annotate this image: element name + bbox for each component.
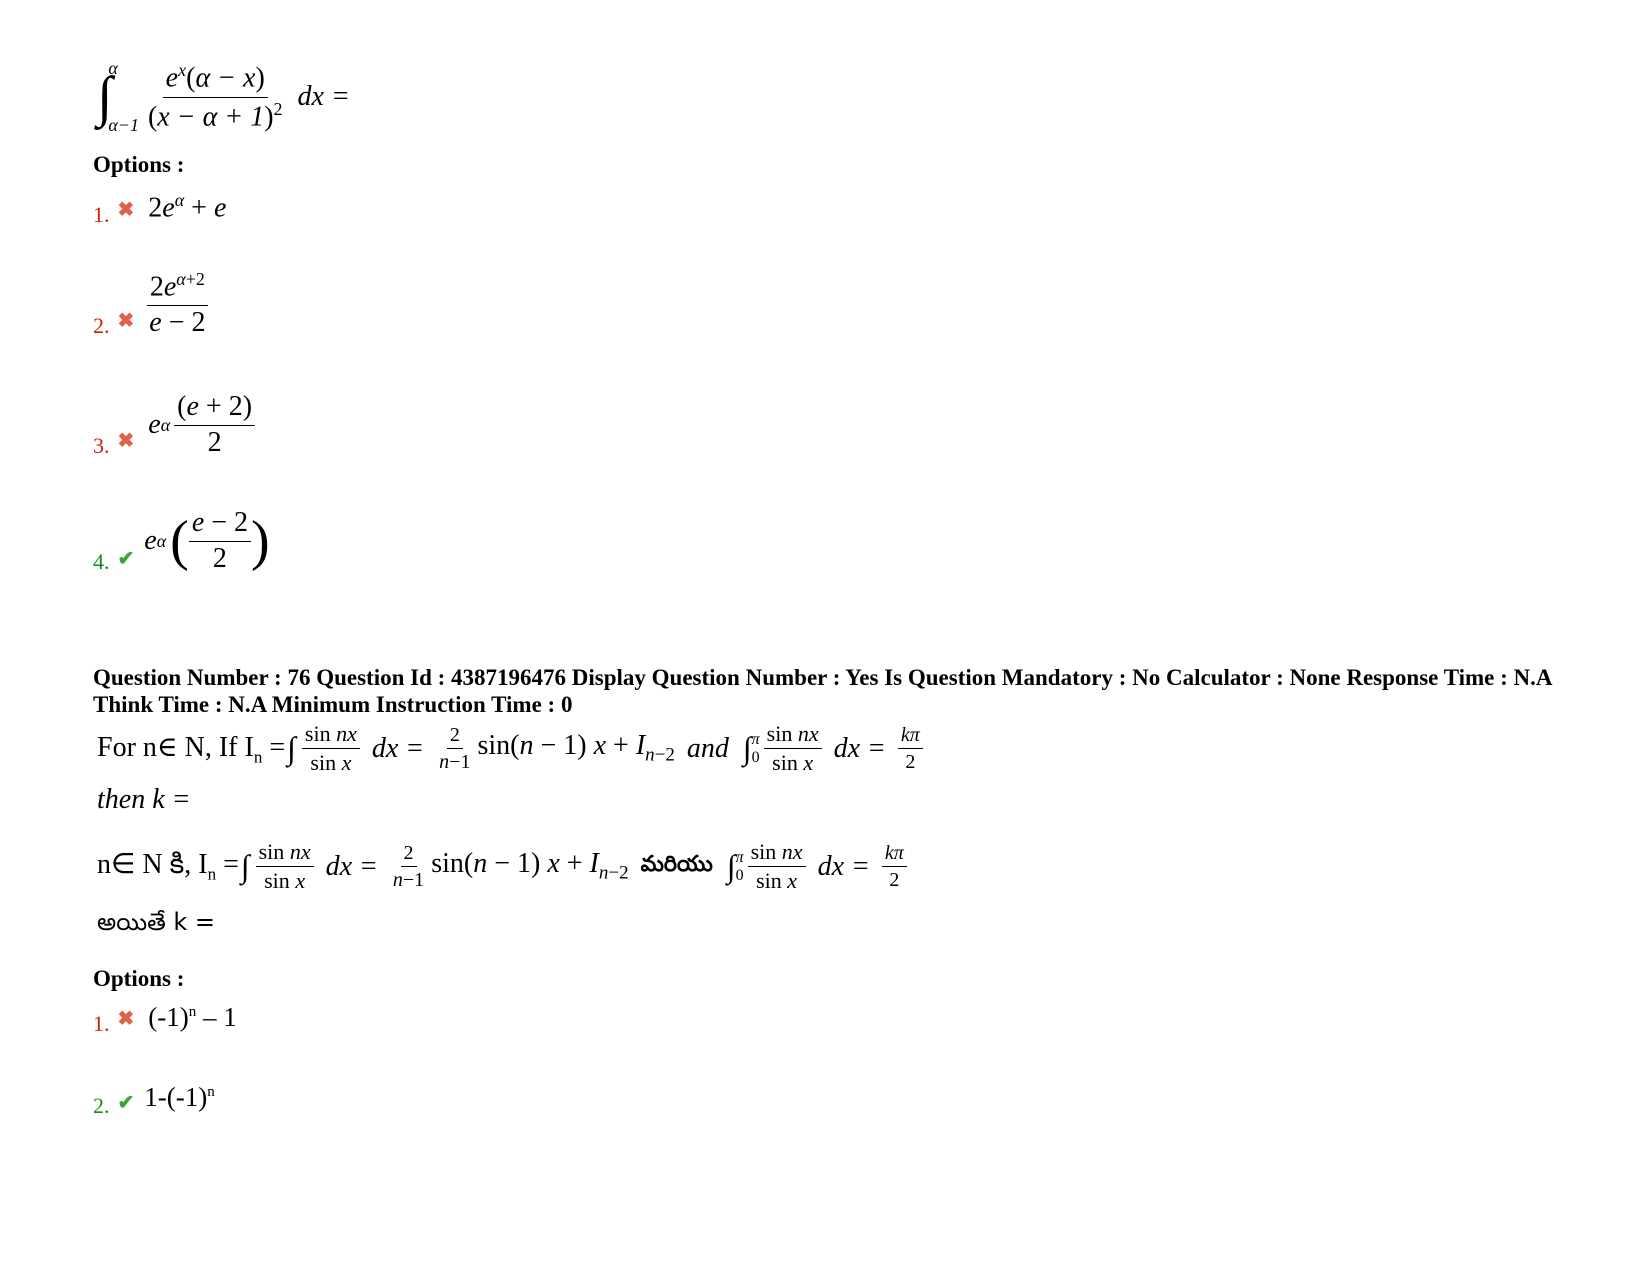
option-4[interactable] xyxy=(93,508,270,575)
question-text-english: For n∈ N, If $I_n$ = ∫ $\frac{\text{sin nx}}{\text{sin x}}$ dx = $\frac{2}{n-1}$ sin(n − 1) $x + I_{n-2}$ and ∫ π 0 $\frac{\text{sin nx}}{\text{sin x}}$ dx = $\frac{k\pi}{2}$ xyxy=(97,722,927,775)
check-icon: ✔ xyxy=(117,547,135,570)
option-1[interactable] xyxy=(93,1002,237,1037)
option-number: 2. xyxy=(93,312,110,338)
option-number: 1. xyxy=(93,1011,110,1036)
option-expression: e α ( $\frac{e - 2}{2}$ ) xyxy=(144,507,270,574)
option-3[interactable] xyxy=(93,392,259,459)
option-expression: $1-(-1)^n$ xyxy=(144,1082,215,1112)
cross-icon: ✖ xyxy=(117,1008,135,1030)
option-number: 4. xyxy=(93,548,110,574)
option-expression: $\frac{2e^{\alpha+2}}{e - 2}$ xyxy=(146,270,208,339)
option-number: 2. xyxy=(93,1093,110,1118)
option-number: 1. xyxy=(93,202,110,228)
option-number: 3. xyxy=(93,432,110,458)
cross-icon: ✖ xyxy=(117,309,135,332)
option-expression: e α $\frac{(e + 2)}{2}$ xyxy=(148,392,259,459)
question-text-telugu: n∈ N కి, $I_n$ = ∫ $\frac{\text{sin nx}}{\text{sin x}}$ dx = $\frac{2}{n-1}$ sin(n − 1) $x + I_{n-2}$ మరియు ∫ π 0 $\frac{\text{sin nx}}{\text{sin x}}$ dx = $\frac{k\pi}{2}$ xyxy=(97,840,911,893)
option-1[interactable] xyxy=(93,190,226,228)
question-then-telugu: అయితే k = xyxy=(97,908,216,936)
option-2[interactable] xyxy=(93,1082,215,1119)
option-expression: $(-1)^n - 1$ xyxy=(148,1002,237,1032)
cross-icon: ✖ xyxy=(117,429,135,452)
options-heading: Options : xyxy=(93,966,185,991)
question-then-english: then k = xyxy=(97,784,191,815)
option-expression: $2e^\alpha + e$ xyxy=(148,190,227,224)
cross-icon: ✖ xyxy=(117,199,135,222)
prev-question-expression: ∫ α α−1 $\frac{e^x(\alpha - x)}{(x - \alpha + 1)^2}$ dx = xyxy=(97,58,350,135)
question-metadata: Question Number : 76 Question Id : 4387196476 Display Question Number : Yes Is Question Mandatory : No Calculator : None Response Time : N.A Think Time : N.A Minimum Instruction Time : 0 xyxy=(93,665,1552,717)
options-heading: Options : xyxy=(93,152,185,177)
option-2[interactable] xyxy=(93,270,213,339)
check-icon: ✔ xyxy=(117,1092,135,1114)
